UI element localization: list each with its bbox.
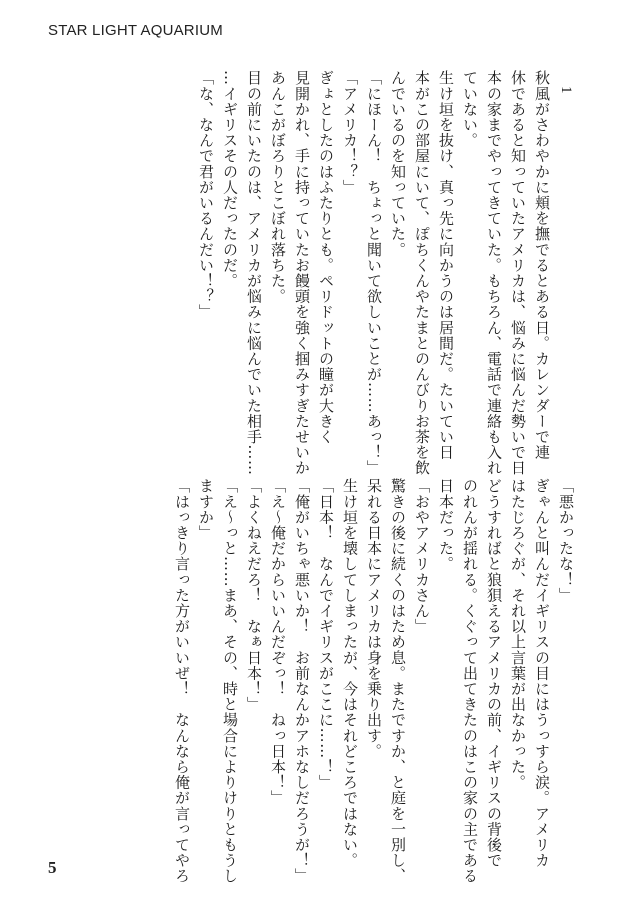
text-line: あんこがぼろりとこぼれ落ちた。 bbox=[269, 70, 287, 304]
text-line: 目の前にいたのは、アメリカが悩みに悩んでいた相手…… bbox=[245, 70, 263, 476]
text-line: 本がこの部屋にいて、ぽちくんやたまとのんびりお茶を飲 bbox=[413, 70, 431, 476]
text-line: ぎゃんと叫んだイギリスの目にはうっすら涙。アメリカ bbox=[533, 478, 551, 868]
text-line: 「にほーん！ ちょっと聞いて欲しいことが……あっ！」 bbox=[365, 70, 383, 476]
text-line: んでいるのを知っていた。 bbox=[389, 70, 407, 258]
chapter-number: 1 bbox=[558, 86, 574, 95]
text-line: 生け垣を壊してしまったが、今はそれどころではない。 bbox=[341, 478, 359, 868]
page-number: 5 bbox=[48, 858, 57, 877]
text-line: どうすればと狼狽えるアメリカの前、イギリスの背後で bbox=[485, 478, 503, 868]
text-line: 「アメリカ！？」 bbox=[341, 70, 359, 195]
text-line: はたじろぐが、それ以上言葉が出なかった。 bbox=[509, 478, 527, 790]
text-line: 本の家までやってきていた。もちろん、電話で連絡も入れ bbox=[485, 70, 503, 476]
text-line: 「え～っと……まあ、その、時と場合によりけりともうし bbox=[221, 478, 239, 884]
text-line: 見開かれ、手に持っていたお饅頭を強く掴みすぎたせいか bbox=[293, 70, 311, 476]
text-line: …イギリスその人だったのだ。 bbox=[221, 70, 239, 289]
running-title: STAR LIGHT AQUARIUM bbox=[48, 22, 223, 39]
text-line: ていない。 bbox=[461, 70, 479, 148]
text-line: 日本だった。 bbox=[437, 478, 455, 572]
lower-text-block bbox=[58, 478, 578, 884]
text-line: 「おやアメリカさん」 bbox=[413, 478, 431, 634]
text-line: ますか」 bbox=[197, 478, 215, 541]
text-line: 「はっきり言った方がいいぜ！ なんなら俺が言ってやろ bbox=[173, 478, 191, 884]
text-line: 「え～俺だからいいんだぞっ！ ねっ日本！」 bbox=[269, 478, 287, 806]
text-line: 呆れる日本にアメリカは身を乗り出す。 bbox=[365, 478, 383, 759]
text-line: 「な、なんで君がいるんだい！？」 bbox=[197, 70, 215, 320]
text-line: ぎょとしたのはふたりとも。ペリドットの瞳が大きく bbox=[317, 70, 335, 445]
text-line: 「俺がいちゃ悪いか！ お前なんかアホなしだろうが！」 bbox=[293, 478, 311, 884]
text-line: 生け垣を抜け、真っ先に向かうのは居間だ。たいてい日 bbox=[437, 70, 455, 460]
text-line: 驚きの後に続くのはため息。またですか、と庭を一別し、 bbox=[389, 478, 407, 884]
upper-text-block bbox=[58, 70, 578, 476]
text-line: 「悪かったな！」 bbox=[557, 478, 575, 603]
text-line: 秋風がさわやかに頬を撫でるとある日。カレンダーで連 bbox=[533, 70, 551, 460]
text-line: のれんが揺れる。くぐって出てきたのはこの家の主である bbox=[461, 478, 479, 884]
text-line: 休であると知っていたアメリカは、悩みに悩んだ勢いで日 bbox=[509, 70, 527, 476]
text-line: 「日本！ なんでイギリスがここに……！」 bbox=[317, 478, 335, 790]
text-line: 「よくねえだろ！ なぁ日本！」 bbox=[245, 478, 263, 712]
